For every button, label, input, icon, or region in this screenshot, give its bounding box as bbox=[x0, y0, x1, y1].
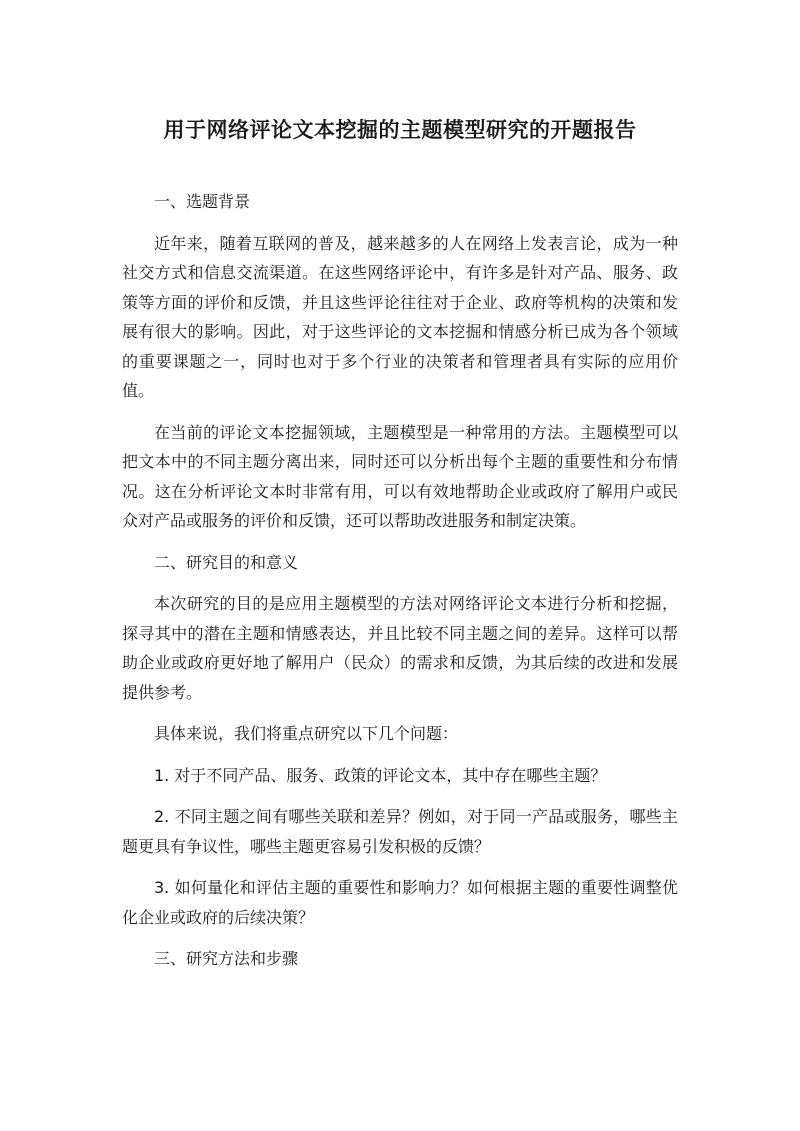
paragraph-purpose-1: 本次研究的目的是应用主题模型的方法对网络评论文本进行分析和挖掘，探寻其中的潜在主题和情感表达，并且比较不同主题之间的差异。这样可以帮助企业或政府更好地了解用户（民众）的需求和反馈，为其后续的改进和发展提供参考。 bbox=[122, 594, 678, 702]
question-item-3: 3. 如何量化和评估主题的重要性和影响力？如何根据主题的重要性调整优化企业或政府的后续决策？ bbox=[122, 878, 678, 927]
document-body bbox=[122, 187, 678, 986]
paragraph-background-2: 在当前的评论文本挖掘领域，主题模型是一种常用的方法。主题模型可以把文本中的不同主题分离出来，同时还可以分析出每个主题的重要性和分布情况。这在分析评论文本时非常有用，可以有效地帮助企业或政府了解用户或民众对产品或服务的评价和反馈，还可以帮助改进服务和制定决策。 bbox=[122, 422, 678, 530]
section-heading-methods: 三、研究方法和步骤 bbox=[154, 949, 299, 968]
question-item-2: 2. 不同主题之间有哪些关联和差异？例如，对于同一产品或服务，哪些主题更具有争议性，哪些主题更容易引发积极的反馈？ bbox=[122, 807, 678, 856]
section-heading-purpose: 二、研究目的和意义 bbox=[154, 552, 299, 572]
section-heading-background: 一、选题背景 bbox=[154, 192, 251, 211]
paragraph-background-1: 近年来，随着互联网的普及，越来越多的人在网络上发表言论，成为一种社交方式和信息交流渠道。在这些网络评论中，有许多是针对产品、服务、政策等方面的评价和反馈，并且这些评论往往对于企业、政府等机构的决策和发展有很大的影响。因此，对于这些评论的文本挖掘和情感分析已成为各个领域的重要课题之一，同时也对于多个行业的决策者和管理者具有实际的应用价值。 bbox=[122, 233, 678, 400]
paragraph-purpose-2: 具体来说，我们将重点研究以下几个问题： bbox=[154, 724, 459, 743]
question-item-1: 1. 对于不同产品、服务、政策的评论文本，其中存在哪些主题？ bbox=[154, 765, 607, 785]
document-title: 用于网络评论文本挖掘的主题模型研究的开题报告 bbox=[163, 118, 637, 142]
